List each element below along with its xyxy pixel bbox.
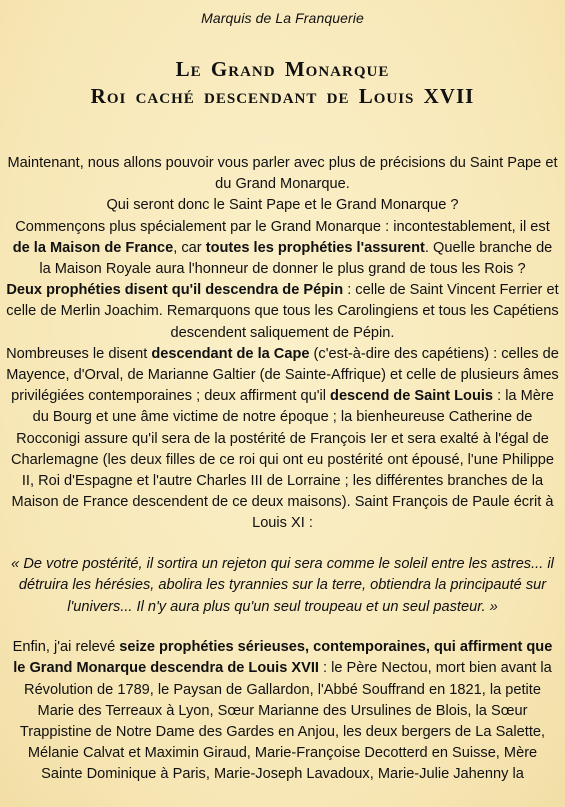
- text-run: : celle de Saint Vincent Ferrier et celle de Merlin Joachim. Remarquons que tous les Carolingiens et tous les Capétiens descendent saliquement de Pépin.: [6, 282, 559, 341]
- bold-run: Deux prophéties disent qu'il descendra de Pépin: [6, 282, 344, 299]
- text-run: , car: [173, 239, 206, 256]
- text-run: . Quelle branche de la Maison Royale aura l'honneur de donner le plus grand de tous les Rois ?: [39, 239, 553, 278]
- text-run: : la Mère du Bourg et une âme victime de notre époque ; la bienheureuse Catherine de Rocconigi assure qu'il sera de la postérité de François Ier et sera exalté à l'égal de Charlemagne (les deux filles de ce roi qui ont eu postérité ont épousé, l'une Philippe II, Roi d'Espagne et l'autre Charles III de Lorraine ; les différentes branches de la Maison de France descendent de ce deux maisons). Saint François de Paule écrit à Louis XI :: [10, 388, 555, 532]
- bold-run: de la Maison de France: [12, 239, 174, 256]
- text-run: (c'est-à-dire des capétiens) : celles de Mayence, d'Orval, de Marianne Galtier (de Sainte-Affrique) et celle de plusieurs âmes privilégiées contemporaines ; deux affirment qu'il: [6, 345, 559, 405]
- quote-paragraph: « De votre postérité, il sortira un rejeton qui sera comme le soleil entre les astres... il détruira les hérésies, abolira les tyrannies sur la terre, obtiendra la principauté sur l'univers... Il n'y aura plus qu'un seul troupeau et un seul pasteur. »: [11, 555, 554, 615]
- title-line-1: Le Grand Monarque: [175, 57, 390, 81]
- text-run: : le Père Nectou, mort bien avant la Révolution de 1789, le Paysan de Gallardon, l'Abbé Souffrand en 1821, la petite Marie des Terreaux à Lyon, Sœur Marianne des Ursulines de Blois, la Sœur Trappistine de Notre Dame des Gardes en Anjou, les deux bergers de La Salette, Mélanie Calvat et Maximin Giraud, Marie-Françoise Decotterd en Suisse, Mère Sainte Dominique à Paris, Marie-Joseph Lavadoux, Marie-Julie Jahenny la: [19, 660, 552, 783]
- author-line: Marquis de La Franquerie: [201, 10, 364, 26]
- text-run: Commençons plus spécialement par le Grand Monarque : incontestablement, il est: [15, 218, 550, 235]
- paragraph-question: Qui seront donc le Saint Pape et le Grand Monarque ?: [106, 197, 459, 214]
- bold-run: descendant de la Cape: [151, 345, 310, 362]
- paragraph-cape: [6, 344, 559, 535]
- bold-run: toutes les prophéties l'assurent: [205, 239, 425, 256]
- text-run: Nombreuses le disent: [6, 345, 152, 362]
- text-run: Enfin, j'ai relevé: [12, 639, 120, 656]
- bold-run: seize prophéties sérieuses, contemporaines, qui affirment que le Grand Monarque descendra de Louis XVII: [13, 639, 553, 677]
- title-line-2: Roi caché descendant de Louis XVII: [90, 84, 475, 108]
- paragraph-maison-de-france: [6, 217, 559, 281]
- bold-run: descend de Saint Louis: [330, 388, 494, 405]
- paragraph-intro: Maintenant, nous allons pouvoir vous parler avec plus de précisions du Saint Pape et du Grand Monarque.: [7, 155, 558, 193]
- paragraph-pepin: [6, 280, 559, 344]
- paragraph-louis-xvii: [6, 637, 559, 785]
- article-body: [6, 153, 559, 786]
